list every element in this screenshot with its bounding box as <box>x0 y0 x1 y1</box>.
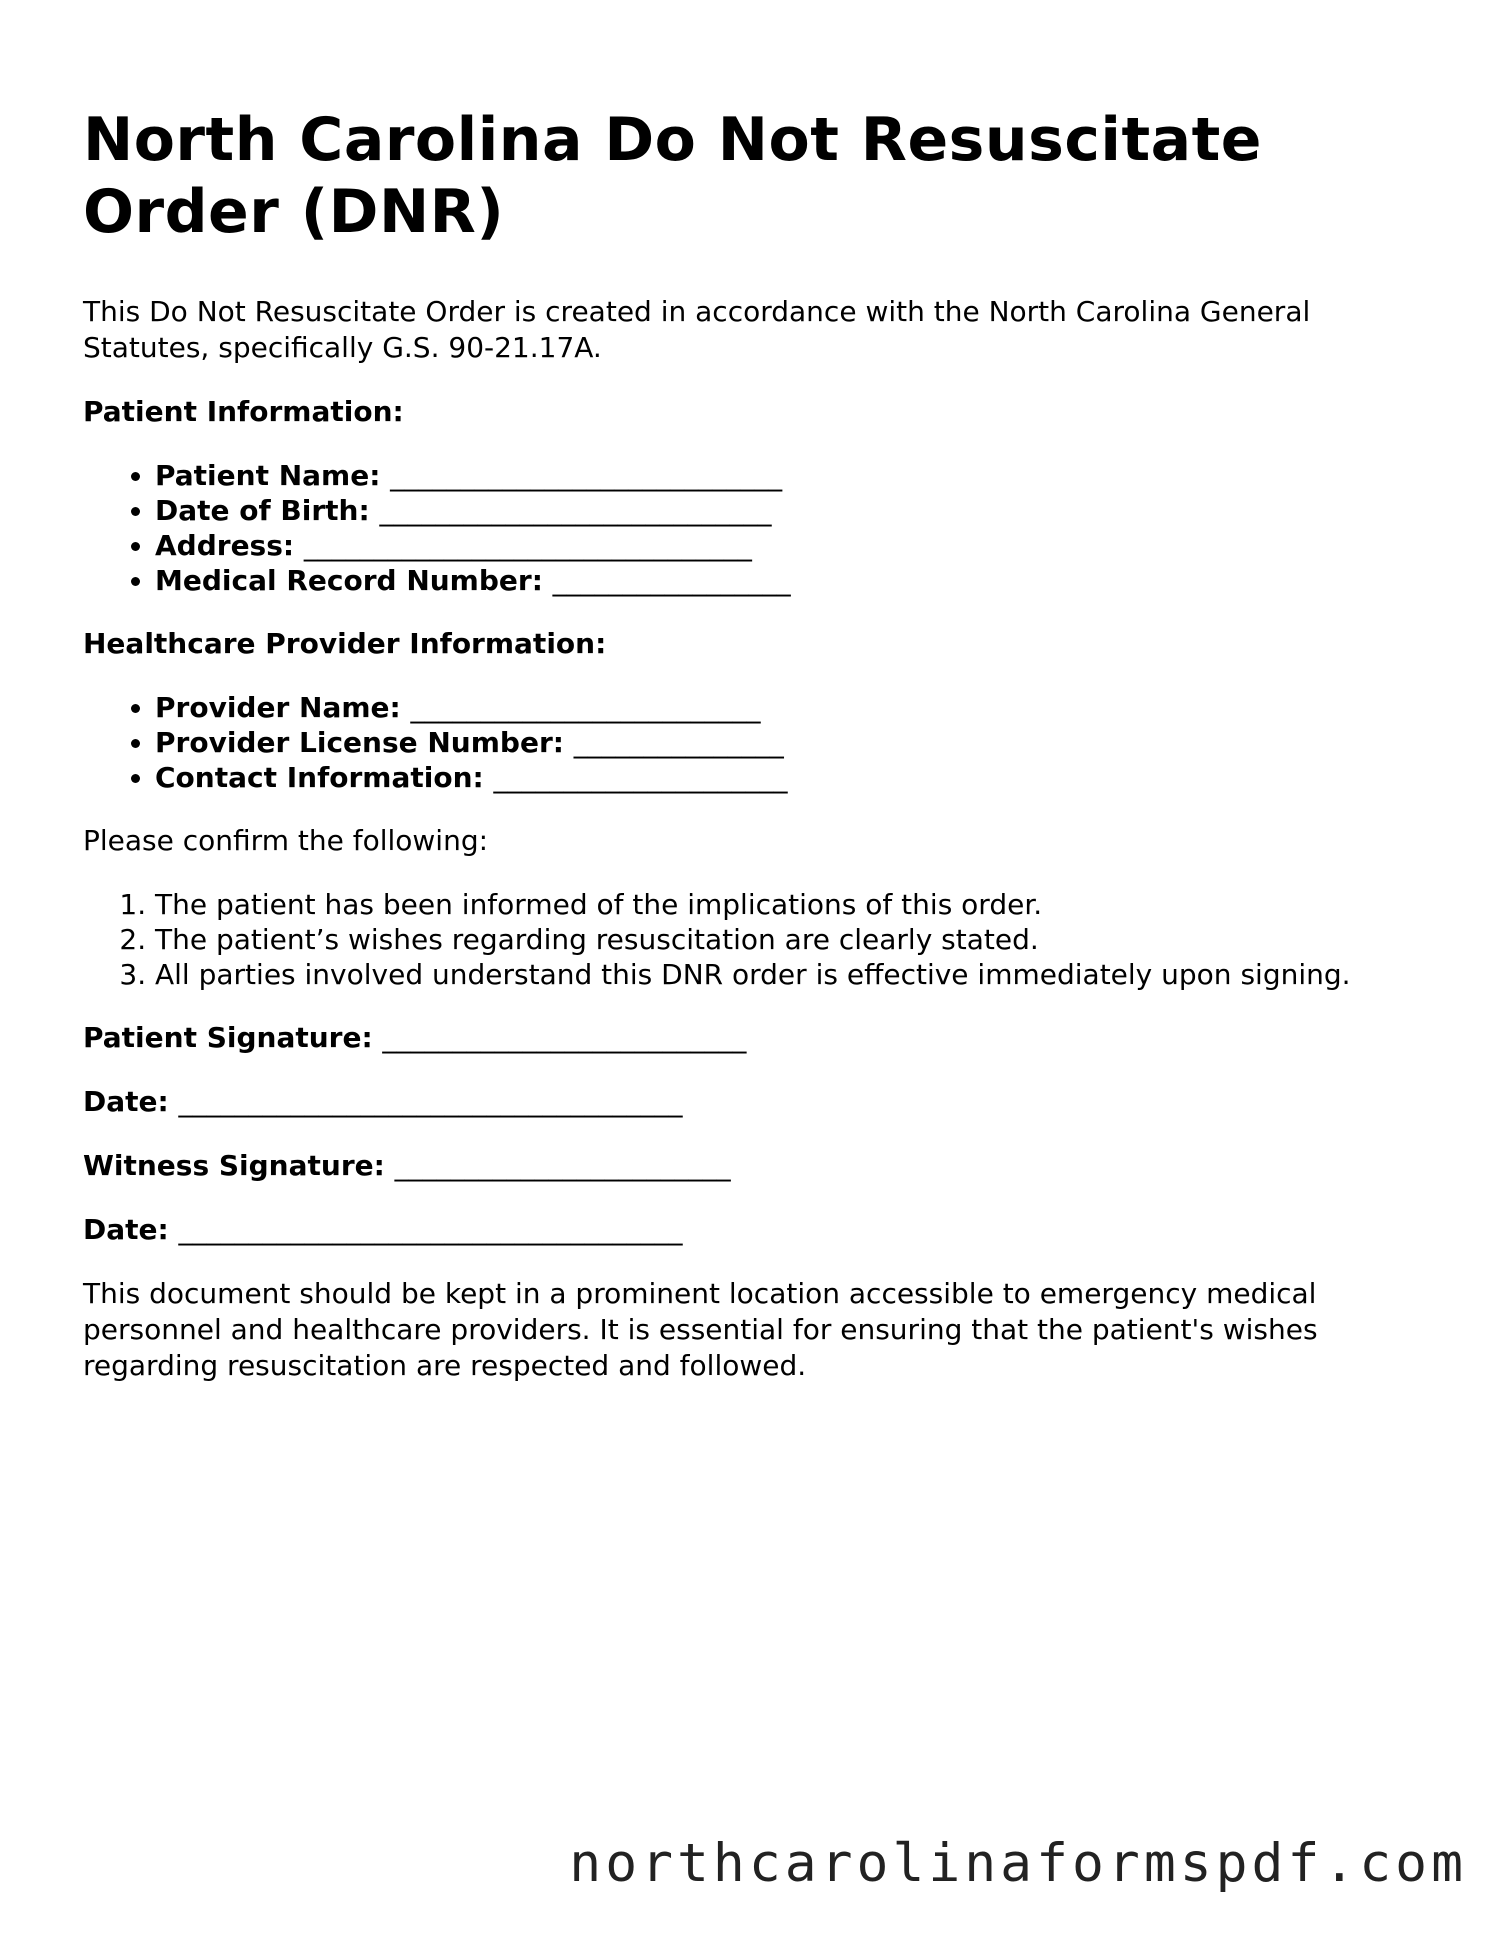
witness-date-row <box>83 1212 1423 1248</box>
footer-watermark: northcarolinaformspdf.com <box>569 1833 1467 1894</box>
document-title: North Carolina Do Not Resuscitate Order (DNR) <box>83 105 1262 247</box>
contact-information-field[interactable]: _____________________ <box>493 761 788 794</box>
confirm-item: 1. The patient has been informed of the implications of this order. <box>155 887 1423 922</box>
patient-signature-field[interactable]: __________________________ <box>382 1021 747 1054</box>
intro-paragraph: This Do Not Resuscitate Order is created in accordance with the North Carolina General Statutes, specifically G.S. 90-21.17A. <box>83 295 1311 364</box>
confirm-list <box>83 887 1423 992</box>
patient-info-heading: Patient Information: <box>83 395 404 428</box>
medical-record-number-item <box>155 563 1423 598</box>
patient-signature-row <box>83 1020 1423 1056</box>
address-field[interactable]: ________________________________ <box>303 529 752 562</box>
medical-record-number-label: Medical Record Number: <box>155 564 543 597</box>
patient-name-field[interactable]: ____________________________ <box>390 459 783 492</box>
witness-signature-label: Witness Signature: <box>83 1149 385 1182</box>
provider-license-item <box>155 725 1423 760</box>
provider-license-field[interactable]: _______________ <box>573 726 784 759</box>
contact-information-item <box>155 760 1423 795</box>
provider-info-list <box>83 690 1423 795</box>
document-page <box>83 104 1423 1412</box>
patient-signature-label: Patient Signature: <box>83 1021 373 1054</box>
witness-signature-field[interactable]: ________________________ <box>394 1149 731 1182</box>
patient-info-list <box>83 458 1423 598</box>
provider-info-heading: Healthcare Provider Information: <box>83 627 607 660</box>
provider-name-label: Provider Name: <box>155 691 401 724</box>
date-of-birth-label: Date of Birth: <box>155 494 370 527</box>
confirm-item: 2. The patient’s wishes regarding resuscitation are clearly stated. <box>155 922 1423 957</box>
provider-name-field[interactable]: _________________________ <box>410 691 761 724</box>
witness-date-field[interactable]: ____________________________________ <box>178 1213 683 1246</box>
patient-date-row <box>83 1084 1423 1120</box>
closing-paragraph: This document should be kept in a prominent location accessible to emergency medical personnel and healthcare providers. It is essential for ensuring that the patient's wishes regarding resuscitation are respected and followed. <box>83 1277 1318 1382</box>
patient-name-item <box>155 458 1423 493</box>
medical-record-number-field[interactable]: _________________ <box>552 564 791 597</box>
address-label: Address: <box>155 529 295 562</box>
date-of-birth-item <box>155 493 1423 528</box>
patient-name-label: Patient Name: <box>155 459 381 492</box>
provider-name-item <box>155 690 1423 725</box>
witness-date-label: Date: <box>83 1213 169 1246</box>
confirm-heading: Please confirm the following: <box>83 824 489 857</box>
patient-date-field[interactable]: ____________________________________ <box>178 1085 683 1118</box>
provider-license-label: Provider License Number: <box>155 726 564 759</box>
patient-date-label: Date: <box>83 1085 169 1118</box>
confirm-item: 3. All parties involved understand this DNR order is effective immediately upon signing. <box>155 957 1423 992</box>
witness-signature-row <box>83 1148 1423 1184</box>
date-of-birth-field[interactable]: ____________________________ <box>379 494 772 527</box>
contact-information-label: Contact Information: <box>155 761 484 794</box>
address-item <box>155 528 1423 563</box>
